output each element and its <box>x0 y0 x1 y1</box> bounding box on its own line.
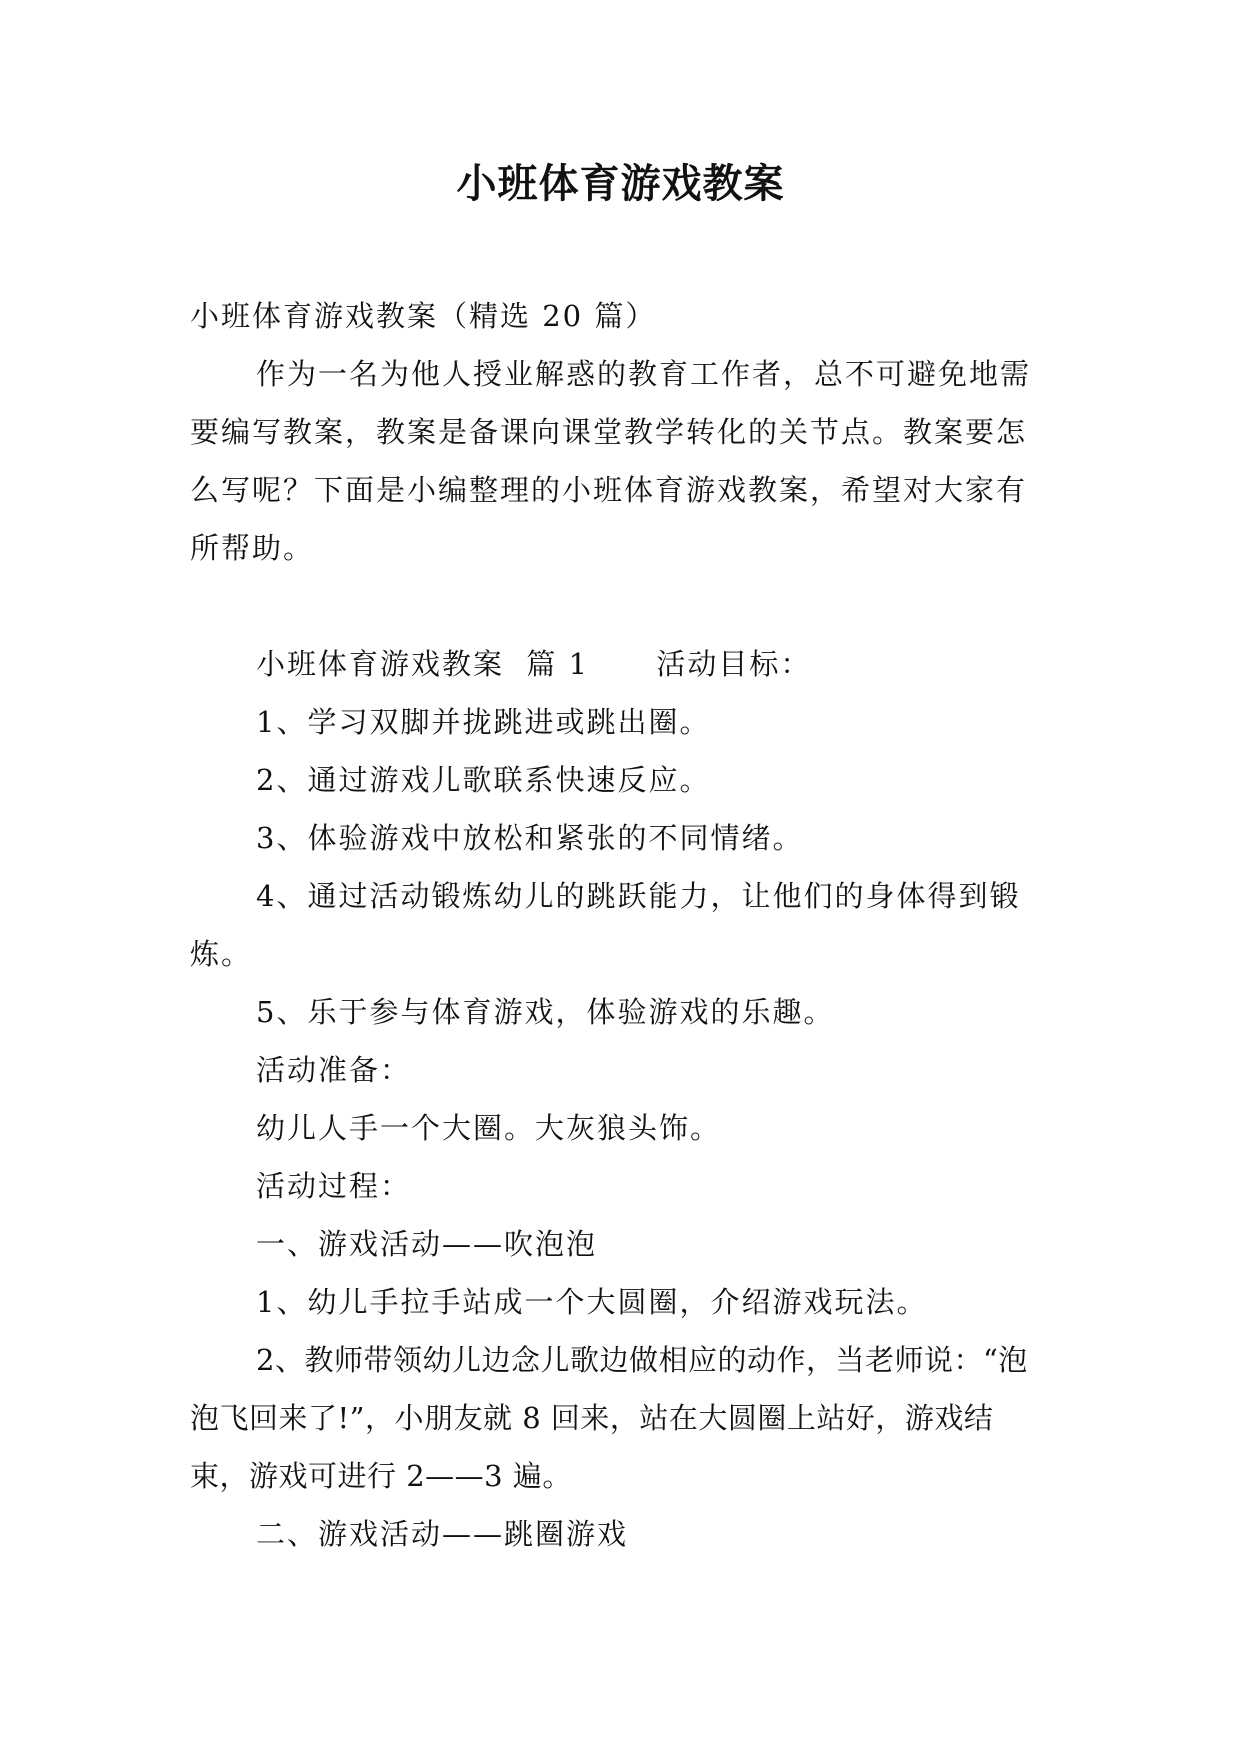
goal-item: 2、通过游戏儿歌联系快速反应。 <box>256 763 711 797</box>
goal-item: 1、学习双脚并拢跳进或跳出圈。 <box>256 705 711 739</box>
document-subtitle: 小班体育游戏教案（精选 20 篇） <box>190 299 657 333</box>
game-heading: 二、游戏活动——跳圈游戏 <box>256 1517 629 1551</box>
section-heading: 小班体育游戏教案 篇 1 活动目标： <box>256 647 812 681</box>
prep-text: 幼儿人手一个大圈。大灰狼头饰。 <box>256 1111 722 1145</box>
goal-item: 5、乐于参与体育游戏，体验游戏的乐趣。 <box>256 995 835 1029</box>
process-heading: 活动过程： <box>256 1169 412 1203</box>
spacer <box>190 577 1050 635</box>
game-heading: 一、游戏活动——吹泡泡 <box>256 1227 598 1261</box>
document-title: 小班体育游戏教案 <box>456 161 785 207</box>
document-body <box>190 287 1050 1563</box>
game-step: 1、幼儿手拉手站成一个大圆圈，介绍游戏玩法。 <box>256 1285 928 1319</box>
intro-paragraph: 作为一名为他人授业解惑的教育工作者，总不可避免地需要编写教案，教案是备课向课堂教学转化的关节点。教案要怎么写呢？下面是小编整理的小班体育游戏教案，希望对大家有所帮助。 <box>190 357 1032 565</box>
game-step: 2、教师带领幼儿边念儿歌边做相应的动作，当老师说：“泡泡飞回来了!”，小朋友就 8 回来，站在大圆圈上站好，游戏结束，游戏可进行 2——3 遍。 <box>190 1343 1028 1493</box>
goal-item: 3、体验游戏中放松和紧张的不同情绪。 <box>256 821 804 855</box>
goal-item: 4、通过活动锻炼幼儿的跳跃能力，让他们的身体得到锻炼。 <box>190 879 1021 971</box>
prep-heading: 活动准备： <box>256 1053 412 1087</box>
